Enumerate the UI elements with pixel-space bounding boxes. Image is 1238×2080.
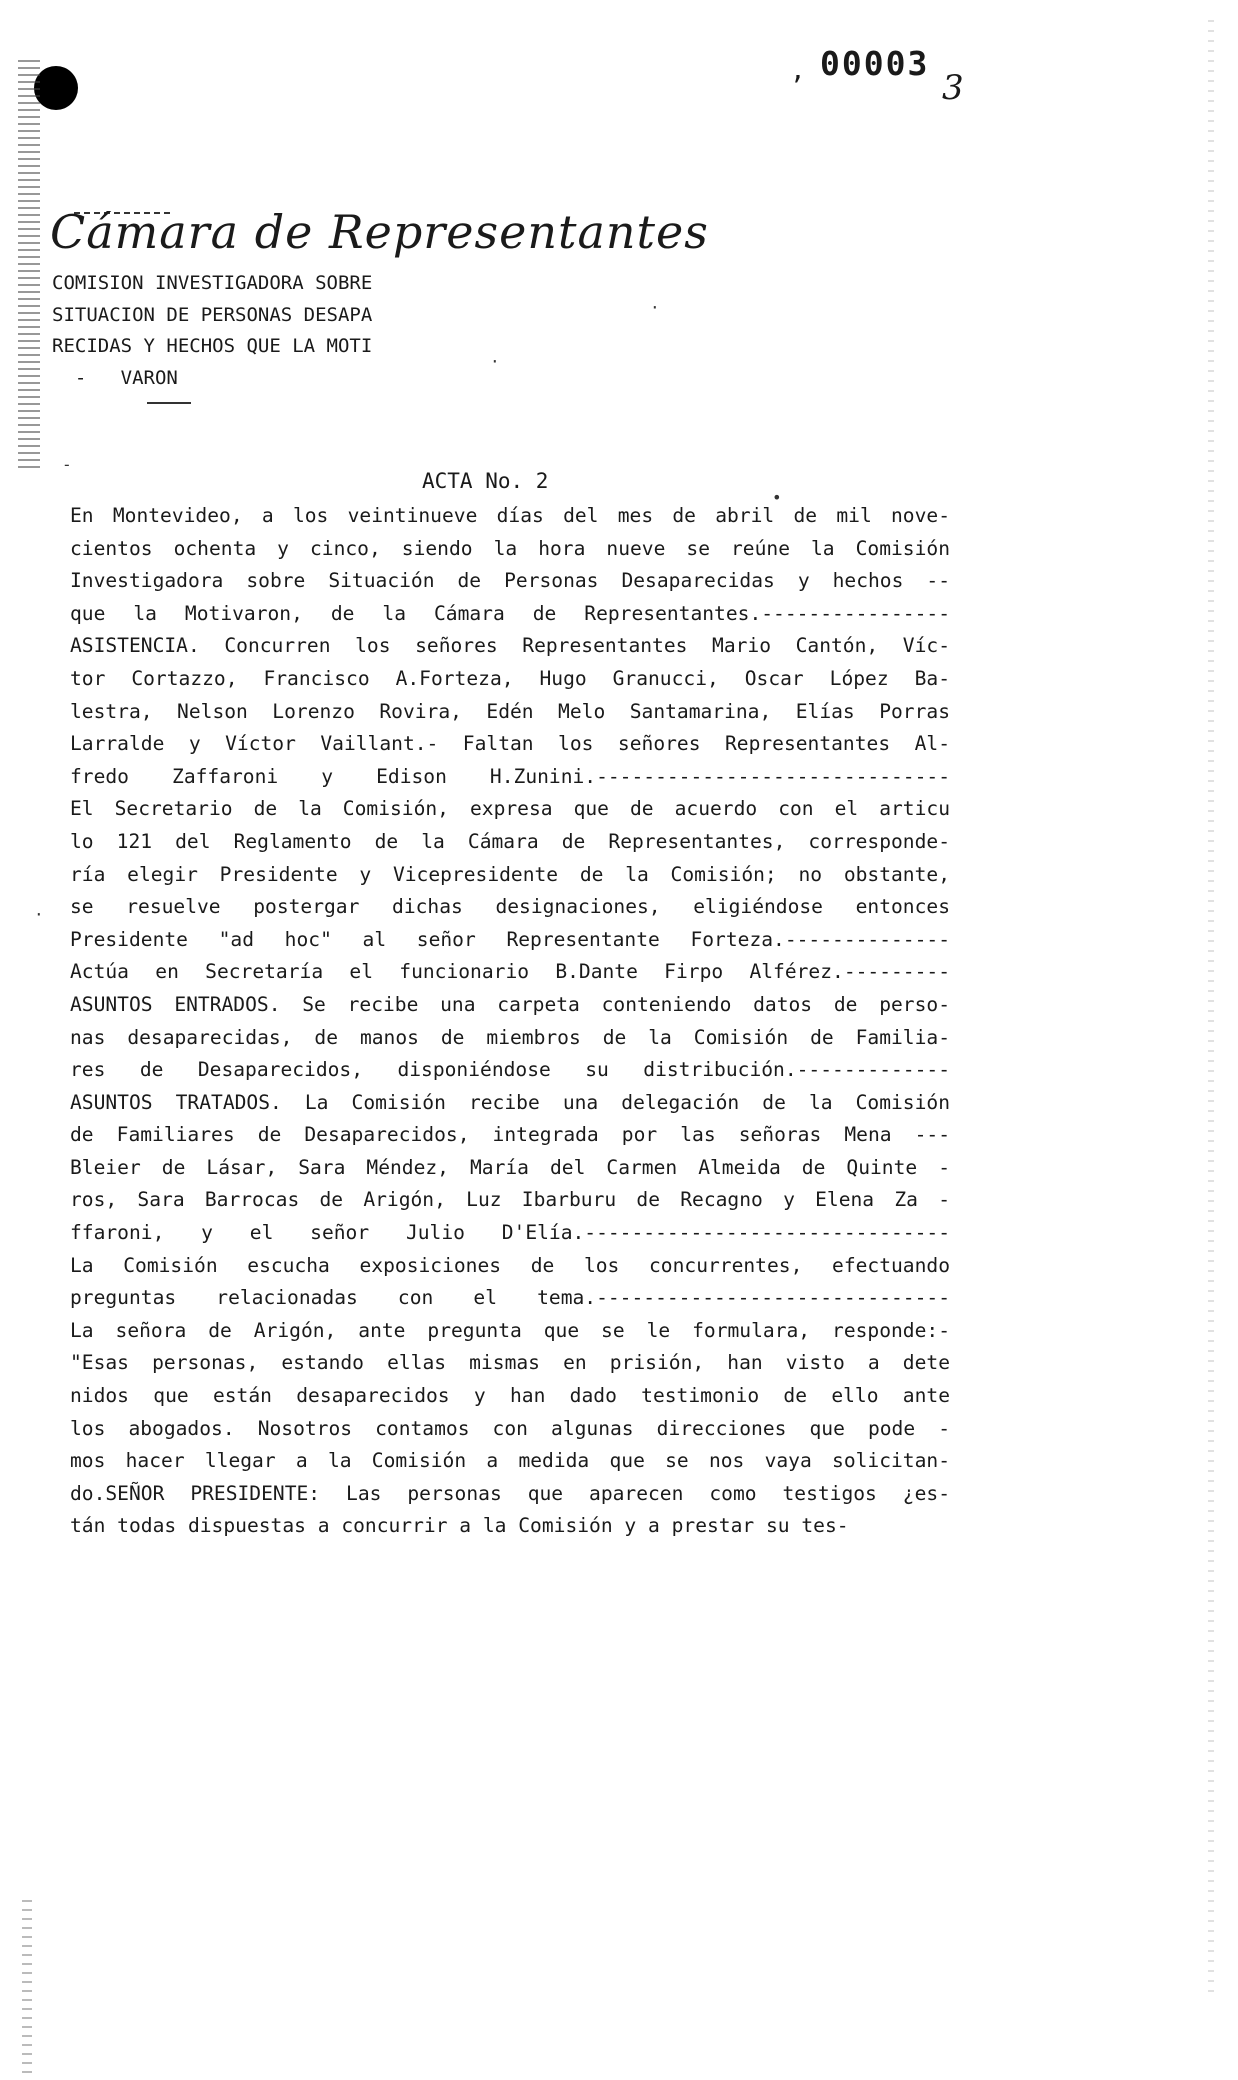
minutes-line: tor Cortazzo, Francisco A.Forteza, Hugo Granucci, Oscar López Ba- [70, 666, 950, 690]
commission-line: RECIDAS Y HECHOS QUE LA MOTI [52, 335, 373, 357]
scan-edge-noise-left-bottom [22, 1900, 32, 2080]
minutes-line: "Esas personas, estando ellas mismas en prisión, han visto a dete [70, 1351, 950, 1375]
minutes-line: de Familiares de Desaparecidos, integrada por las señoras Mena --- [70, 1123, 950, 1147]
minutes-line: nas desaparecidas, de manos de miembros de la Comisión de Familia- [70, 1025, 950, 1049]
scan-edge-noise-right [1208, 20, 1214, 2000]
minutes-line: ASUNTOS TRATADOS. La Comisión recibe una delegación de la Comisión [70, 1090, 950, 1114]
minutes-line: El Secretario de la Comisión, expresa que de acuerdo con el articu [70, 797, 950, 821]
minutes-line: Investigadora sobre Situación de Personas Desaparecidas y hechos -- [70, 569, 950, 593]
minutes-line: preguntas relacionadas con el tema.------------------------------ [70, 1286, 950, 1310]
minutes-line: En Montevideo, a los veintinueve días del mes de abril de mil nove- [70, 504, 950, 527]
stray-mark: - [62, 455, 72, 474]
minutes-line: nidos que están desaparecidos y han dado testimonio de ello ante [70, 1384, 950, 1408]
stray-mark: , [790, 56, 806, 86]
minutes-line: ffaroni, y el señor Julio D'Elía.------------------------------- [70, 1221, 950, 1245]
commission-line: - VARON [52, 366, 178, 389]
minutes-line: que la Motivaron, de la Cámara de Representantes.---------------- [70, 601, 950, 625]
minutes-line: res de Desaparecidos, disponiéndose su distribución.------------- [70, 1058, 950, 1082]
scan-edge-noise-left [18, 60, 40, 470]
minutes-line: Larralde y Víctor Vaillant.- Faltan los señores Representantes Al- [70, 732, 950, 756]
handwritten-page-mark: 3 [942, 68, 964, 108]
page-number: 00003 [820, 44, 930, 83]
stray-mark: • [772, 488, 782, 507]
minutes-line: fredo Zaffaroni y Edison H.Zunini.------------------------------ [70, 764, 950, 788]
minutes-line: ASISTENCIA. Concurren los señores Representantes Mario Cantón, Víc- [70, 634, 950, 658]
minutes-line: ros, Sara Barrocas de Arigón, Luz Ibarburu de Recagno y Elena Za - [70, 1188, 950, 1212]
commission-block [52, 268, 372, 394]
commission-line: SITUACION DE PERSONAS DESAPA [52, 303, 373, 326]
minutes-line: lestra, Nelson Lorenzo Rovira, Edén Melo Santamarina, Elías Porras [70, 699, 950, 723]
stray-mark: · [34, 905, 44, 924]
minutes-line: tán todas dispuestas a concurrir a la Comisión y a prestar su tes- [70, 1514, 849, 1538]
minutes-line: do.SEÑOR PRESIDENTE: Las personas que aparecen como testigos ¿es- [70, 1481, 950, 1505]
commission-underline [147, 402, 191, 404]
minutes-line: Actúa en Secretaría el funcionario B.Dante Firpo Alférez.--------- [70, 960, 950, 984]
minutes-line: cientos ochenta y cinco, siendo la hora nueve se reúne la Comisión [70, 536, 950, 560]
minutes-line: lo 121 del Reglamento de la Cámara de Representantes, corresponde- [70, 829, 950, 853]
minutes-line: mos hacer llegar a la Comisión a medida que se nos vaya solicitan- [70, 1449, 950, 1473]
minutes-line: Bleier de Lásar, Sara Méndez, María del Carmen Almeida de Quinte - [70, 1155, 950, 1179]
minutes-body [70, 500, 950, 1543]
document-title: ACTA No. 2 [422, 469, 549, 493]
stray-mark: · [490, 352, 500, 371]
letterhead-chamber: Cámara de Representantes [50, 205, 709, 259]
minutes-line: La señora de Arigón, ante pregunta que se le formulara, responde:- [70, 1318, 950, 1342]
minutes-line: los abogados. Nosotros contamos con algunas direcciones que pode - [70, 1416, 950, 1440]
minutes-line: La Comisión escucha exposiciones de los concurrentes, efectuando [70, 1253, 950, 1277]
commission-line: COMISION INVESTIGADORA SOBRE [52, 272, 373, 294]
minutes-line: se resuelve postergar dichas designaciones, eligiéndose entonces [70, 895, 950, 919]
stray-mark: · [650, 298, 660, 317]
minutes-line: Presidente "ad hoc" al señor Representante Forteza.-------------- [70, 927, 950, 951]
minutes-line: ría elegir Presidente y Vicepresidente de la Comisión; no obstante, [70, 862, 950, 886]
minutes-line: ASUNTOS ENTRADOS. Se recibe una carpeta conteniendo datos de perso- [70, 992, 950, 1016]
punch-hole-mark [34, 66, 78, 110]
